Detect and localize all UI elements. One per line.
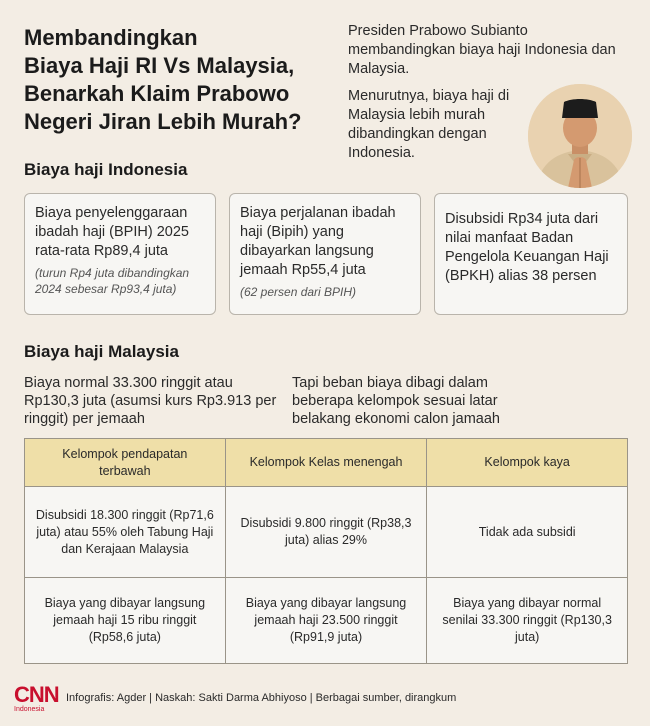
info-card-bipih: [229, 193, 421, 315]
info-card-subsidy: [434, 193, 628, 315]
malaysia-normal-cost-text: Biaya normal 33.300 ringgit atau Rp130,3 juta (asumsi kurs Rp3.913 per ringgit) per jemaah: [24, 375, 277, 427]
intro-paragraph-2: Menurutnya, biaya haji di Malaysia lebih murah dibandingkan dengan Indonesia.: [348, 88, 510, 161]
card-note-text: (62 persen dari BPIH): [240, 285, 357, 299]
table-header-row: [25, 439, 628, 487]
table-header-cell: Kelompok kaya: [427, 439, 628, 487]
intro-paragraph-1: Presiden Prabowo Subianto membandingkan biaya haji Indonesia dan Malaysia.: [348, 23, 616, 77]
table-cell: Biaya yang dibayar langsung jemaah haji 15 ribu ringgit (Rp58,6 juta): [25, 578, 226, 664]
prabowo-portrait: [528, 84, 632, 188]
table-cell: Biaya yang dibayar normal senilai 33.300 ringgit (Rp130,3 juta): [427, 578, 628, 664]
table-cell: Disubsidi 18.300 ringgit (Rp71,6 juta) atau 55% oleh Tabung Haji dan Kerajaan Malaysia: [25, 487, 226, 578]
footer: [0, 674, 650, 726]
logo-text: CNN: [14, 682, 59, 707]
table-cell: Disubsidi 9.800 ringgit (Rp38,3 juta) alias 29%: [225, 487, 427, 578]
title-line: Negeri Jiran Lebih Murah?: [24, 109, 302, 134]
section-title-malaysia: Biaya haji Malaysia: [24, 342, 179, 361]
table-header-cell: Kelompok Kelas menengah: [225, 439, 427, 487]
card-main-text: Biaya perjalanan ibadah haji (Bipih) yang dibayarkan langsung jemaah Rp55,4 juta: [240, 205, 396, 278]
card-note-text: (turun Rp4 juta dibandingkan 2024 sebesar Rp93,4 juta): [35, 266, 190, 296]
section-title-indonesia: Biaya haji Indonesia: [24, 160, 188, 179]
title-line: Membandingkan: [24, 25, 198, 50]
cnn-indonesia-logo: [14, 684, 58, 716]
info-card-bpih: [24, 193, 216, 315]
card-main-text: Disubsidi Rp34 juta dari nilai manfaat Badan Pengelola Keuangan Haji (BPKH) alias 38 persen: [445, 211, 609, 284]
card-main-text: Biaya penyelenggaraan ibadah haji (BPIH) 2025 rata-rata Rp89,4 juta: [35, 205, 189, 259]
table-row: [25, 487, 628, 578]
logo-subtext: Indonesia: [14, 706, 45, 713]
person-illustration: [528, 84, 632, 188]
credit-text: Infografis: Agder | Naskah: Sakti Darma Abhiyoso | Berbagai sumber, dirangkum: [66, 692, 457, 704]
table-row: [25, 578, 628, 664]
title-line: Biaya Haji RI Vs Malaysia,: [24, 53, 295, 78]
malaysia-comparison-table: [24, 438, 628, 664]
table-cell: Tidak ada subsidi: [427, 487, 628, 578]
malaysia-group-text: Tapi beban biaya dibagi dalam beberapa kelompok sesuai latar belakang ekonomi calon jamaah: [292, 375, 500, 427]
table-header-cell: Kelompok pendapatan terbawah: [25, 439, 226, 487]
table-cell: Biaya yang dibayar langsung jemaah haji 23.500 ringgit (Rp91,9 juta): [225, 578, 427, 664]
page-title: [24, 24, 344, 136]
title-line: Benarkah Klaim Prabowo: [24, 81, 290, 106]
